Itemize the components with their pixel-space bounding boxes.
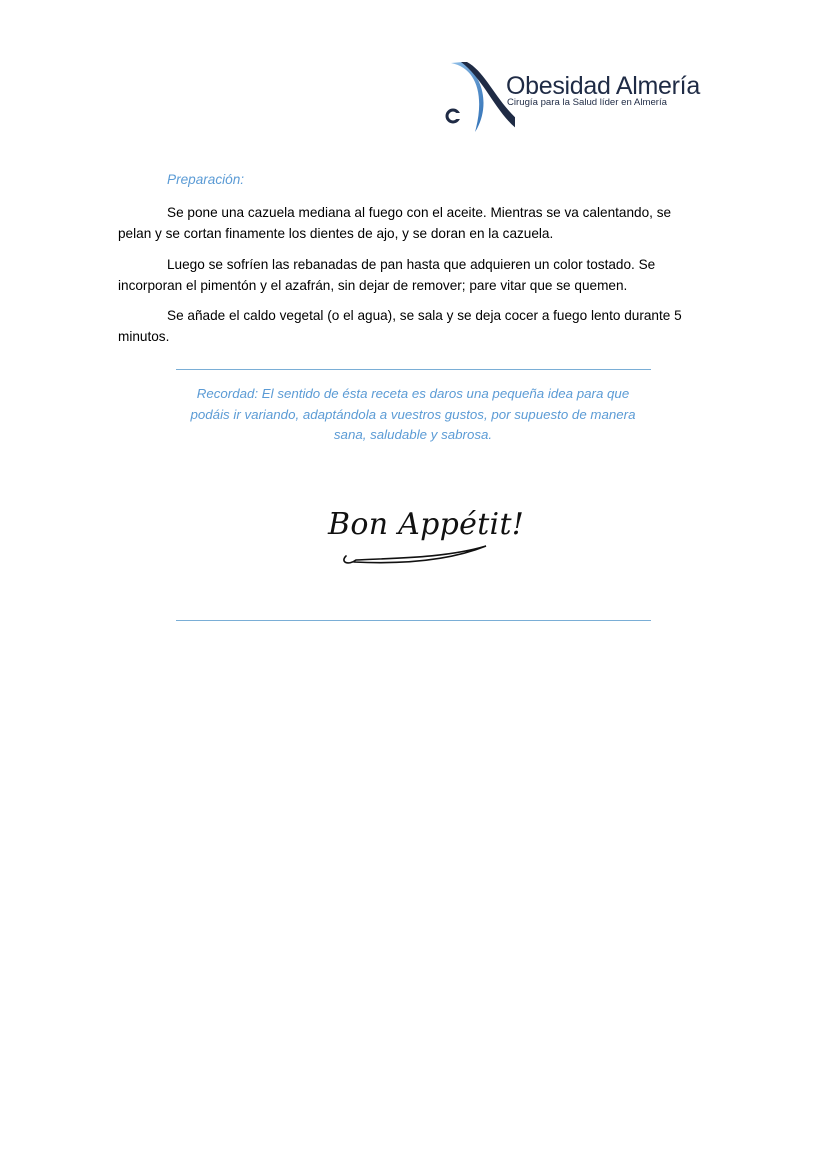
signature-text: Bon Appétit! xyxy=(328,507,525,542)
obesidad-almeria-logo xyxy=(445,58,700,158)
bon-appetit-signature xyxy=(326,500,525,570)
note-line: sana, saludable y sabrosa. xyxy=(333,427,493,442)
divider-top xyxy=(176,369,651,370)
note-line: Recordad: El sentido de ésta receta es daros una pequeña idea para que xyxy=(196,386,630,401)
divider-bottom xyxy=(176,620,651,621)
reminder-note xyxy=(168,384,658,446)
paragraph: Luego se sofríen las rebanadas de pan hasta que adquieren un color tostado. Se incorporan el pimentón y el azafrán, sin dejar de remover; pare vitar que se quemen. xyxy=(118,257,656,293)
paragraph: Se pone una cazuela mediana al fuego con el aceite. Mientras se va calentando, se pelan y se cortan finamente los dientes de ajo, y se doran en la cazuela. xyxy=(118,205,672,241)
paragraph: Se añade el caldo vegetal (o el agua), se sala y se deja cocer a fuego lento durante 5 minutos. xyxy=(118,308,682,344)
note-line: podáis ir variando, adaptándola a vuestros gustos, por supuesto de manera xyxy=(190,406,636,422)
section-heading: Preparación: xyxy=(167,172,245,187)
logo-subtitle: Cirugía para la Salud líder en Almería xyxy=(507,97,667,108)
logo-title: Obesidad Almería xyxy=(506,72,700,100)
flourish-icon xyxy=(326,500,506,570)
logo-mark-icon xyxy=(445,58,515,138)
